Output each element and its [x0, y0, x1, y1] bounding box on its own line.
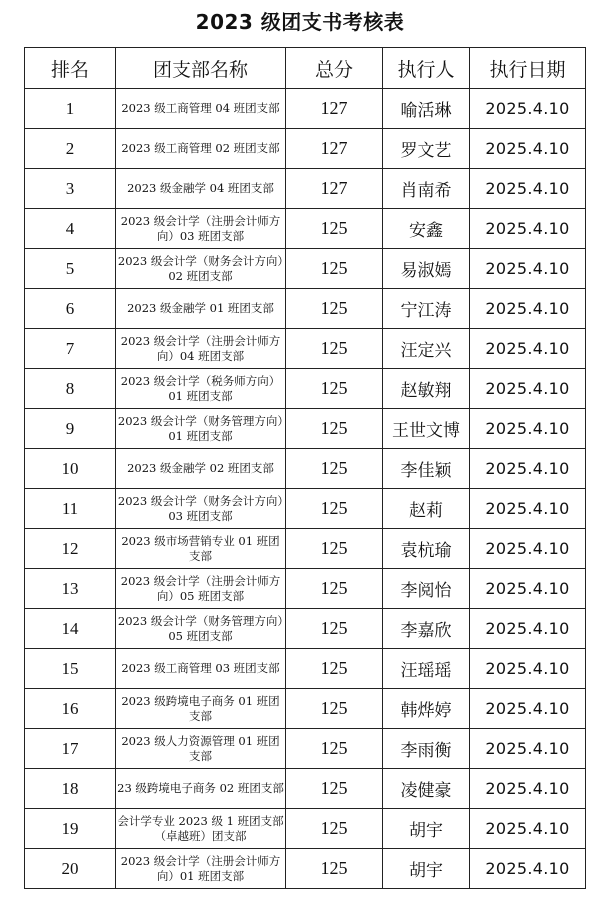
rank-cell: 6	[25, 289, 116, 329]
branch-name-cell: 2023 级会计学（财务会计方向）02 班团支部	[116, 249, 286, 289]
rank-cell: 5	[25, 249, 116, 289]
rank-cell: 12	[25, 529, 116, 569]
header-date: 执行日期	[470, 48, 586, 89]
branch-name-cell: 会计学专业 2023 级 1 班团支部（卓越班）团支部	[116, 809, 286, 849]
executor-cell: 胡宇	[383, 809, 470, 849]
table-row	[25, 329, 586, 369]
table-row	[25, 529, 586, 569]
score-cell: 125	[286, 209, 383, 249]
branch-name-cell: 2023 级会计学（注册会计师方向）03 班团支部	[116, 209, 286, 249]
executor-cell: 李佳颖	[383, 449, 470, 489]
branch-name-cell: 2023 级会计学（财务管理方向）01 班团支部	[116, 409, 286, 449]
rank-cell: 13	[25, 569, 116, 609]
score-cell: 125	[286, 609, 383, 649]
score-cell: 125	[286, 809, 383, 849]
score-cell: 125	[286, 329, 383, 369]
table-row	[25, 569, 586, 609]
date-cell: 2025.4.10	[470, 489, 586, 529]
score-cell: 125	[286, 569, 383, 609]
score-cell: 125	[286, 529, 383, 569]
executor-cell: 李嘉欣	[383, 609, 470, 649]
date-cell: 2025.4.10	[470, 249, 586, 289]
rank-cell: 10	[25, 449, 116, 489]
branch-name-cell: 2023 级会计学（注册会计师方向）04 班团支部	[116, 329, 286, 369]
branch-name-cell: 2023 级会计学（注册会计师方向）01 班团支部	[116, 849, 286, 889]
branch-name-cell: 2023 级会计学（税务师方向）01 班团支部	[116, 369, 286, 409]
branch-name-cell: 2023 级人力资源管理 01 班团支部	[116, 729, 286, 769]
rank-cell: 18	[25, 769, 116, 809]
date-cell: 2025.4.10	[470, 729, 586, 769]
executor-cell: 罗文艺	[383, 129, 470, 169]
score-cell: 125	[286, 489, 383, 529]
score-cell: 125	[286, 289, 383, 329]
executor-cell: 胡宇	[383, 849, 470, 889]
table-row	[25, 209, 586, 249]
branch-name-cell: 2023 级会计学（注册会计师方向）05 班团支部	[116, 569, 286, 609]
score-cell: 125	[286, 849, 383, 889]
header-rank: 排名	[25, 48, 116, 89]
date-cell: 2025.4.10	[470, 369, 586, 409]
date-cell: 2025.4.10	[470, 89, 586, 129]
table-row	[25, 249, 586, 289]
score-cell: 125	[286, 249, 383, 289]
branch-name-cell: 2023 级跨境电子商务 01 班团支部	[116, 689, 286, 729]
rank-cell: 17	[25, 729, 116, 769]
executor-cell: 汪定兴	[383, 329, 470, 369]
date-cell: 2025.4.10	[470, 169, 586, 209]
rank-cell: 8	[25, 369, 116, 409]
executor-cell: 宁江涛	[383, 289, 470, 329]
date-cell: 2025.4.10	[470, 649, 586, 689]
date-cell: 2025.4.10	[470, 769, 586, 809]
score-cell: 127	[286, 89, 383, 129]
table-row	[25, 809, 586, 849]
header-score: 总分	[286, 48, 383, 89]
branch-name-cell: 23 级跨境电子商务 02 班团支部	[116, 769, 286, 809]
score-cell: 125	[286, 649, 383, 689]
rank-cell: 15	[25, 649, 116, 689]
table-row	[25, 89, 586, 129]
table-row	[25, 689, 586, 729]
branch-name-cell: 2023 级金融学 04 班团支部	[116, 169, 286, 209]
table-row	[25, 769, 586, 809]
branch-name-cell: 2023 级会计学（财务管理方向）05 班团支部	[116, 609, 286, 649]
executor-cell: 袁杭瑜	[383, 529, 470, 569]
executor-cell: 王世文博	[383, 409, 470, 449]
assessment-table	[24, 47, 586, 889]
date-cell: 2025.4.10	[470, 129, 586, 169]
rank-cell: 9	[25, 409, 116, 449]
score-cell: 125	[286, 369, 383, 409]
branch-name-cell: 2023 级会计学（财务会计方向）03 班团支部	[116, 489, 286, 529]
table-row	[25, 849, 586, 889]
rank-cell: 3	[25, 169, 116, 209]
branch-name-cell: 2023 级工商管理 04 班团支部	[116, 89, 286, 129]
date-cell: 2025.4.10	[470, 409, 586, 449]
date-cell: 2025.4.10	[470, 449, 586, 489]
rank-cell: 4	[25, 209, 116, 249]
executor-cell: 凌健豪	[383, 769, 470, 809]
executor-cell: 易淑嫣	[383, 249, 470, 289]
branch-name-cell: 2023 级工商管理 02 班团支部	[116, 129, 286, 169]
table-row	[25, 449, 586, 489]
score-cell: 125	[286, 689, 383, 729]
score-cell: 127	[286, 129, 383, 169]
executor-cell: 赵敏翔	[383, 369, 470, 409]
date-cell: 2025.4.10	[470, 609, 586, 649]
table-row	[25, 369, 586, 409]
executor-cell: 赵莉	[383, 489, 470, 529]
rank-cell: 2	[25, 129, 116, 169]
branch-name-cell: 2023 级工商管理 03 班团支部	[116, 649, 286, 689]
executor-cell: 李雨衡	[383, 729, 470, 769]
branch-name-cell: 2023 级金融学 02 班团支部	[116, 449, 286, 489]
branch-name-cell: 2023 级金融学 01 班团支部	[116, 289, 286, 329]
score-cell: 127	[286, 169, 383, 209]
table-row	[25, 169, 586, 209]
header-branch: 团支部名称	[116, 48, 286, 89]
rank-cell: 1	[25, 89, 116, 129]
table-body	[25, 89, 586, 889]
document-title: 2023 级团支书考核表	[195, 10, 405, 34]
date-cell: 2025.4.10	[470, 529, 586, 569]
score-cell: 125	[286, 449, 383, 489]
table-row	[25, 489, 586, 529]
branch-name-cell: 2023 级市场营销专业 01 班团支部	[116, 529, 286, 569]
table-row	[25, 289, 586, 329]
table-header-row	[25, 48, 586, 89]
executor-cell: 安鑫	[383, 209, 470, 249]
date-cell: 2025.4.10	[470, 209, 586, 249]
date-cell: 2025.4.10	[470, 289, 586, 329]
rank-cell: 19	[25, 809, 116, 849]
table-row	[25, 729, 586, 769]
date-cell: 2025.4.10	[470, 689, 586, 729]
date-cell: 2025.4.10	[470, 849, 586, 889]
header-person: 执行人	[383, 48, 470, 89]
table-row	[25, 649, 586, 689]
score-cell: 125	[286, 769, 383, 809]
table-row	[25, 609, 586, 649]
score-cell: 125	[286, 729, 383, 769]
rank-cell: 14	[25, 609, 116, 649]
rank-cell: 20	[25, 849, 116, 889]
date-cell: 2025.4.10	[470, 809, 586, 849]
date-cell: 2025.4.10	[470, 569, 586, 609]
table-row	[25, 129, 586, 169]
executor-cell: 韩烨婷	[383, 689, 470, 729]
rank-cell: 7	[25, 329, 116, 369]
rank-cell: 11	[25, 489, 116, 529]
table-row	[25, 409, 586, 449]
executor-cell: 李阅怡	[383, 569, 470, 609]
executor-cell: 喻活琳	[383, 89, 470, 129]
date-cell: 2025.4.10	[470, 329, 586, 369]
executor-cell: 汪瑶瑶	[383, 649, 470, 689]
score-cell: 125	[286, 409, 383, 449]
executor-cell: 肖南希	[383, 169, 470, 209]
rank-cell: 16	[25, 689, 116, 729]
